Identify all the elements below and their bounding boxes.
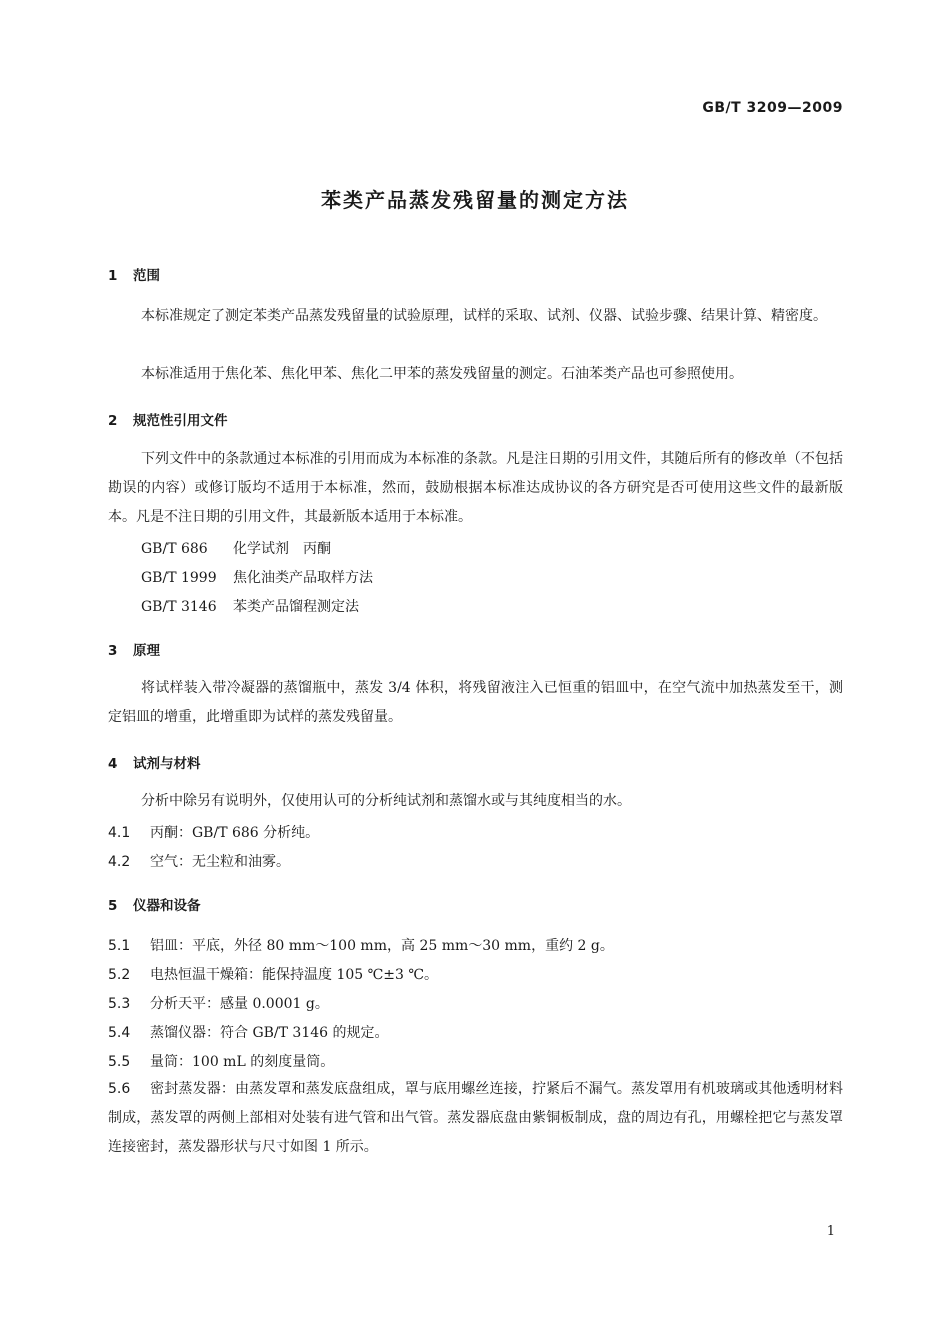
clause-item [108,851,290,871]
section-number: 3 [108,643,118,659]
reference-name: 焦化油类产品取样方法 [233,570,373,586]
reference-name: 化学试剂 丙酮 [233,541,331,557]
clause-text: 铝皿：平底，外径 80 mm～100 mm，高 25 mm～30 mm，重约 2 g。 [150,938,614,954]
clause-number: 5.2 [108,967,131,983]
section-1-paragraph-1: 本标准规定了测定苯类产品蒸发残留量的试验原理，试样的采取、试剂、仪器、试验步骤、结果计算、精密度。 [141,308,827,324]
clause-item [108,964,438,984]
page-number: 1 [826,1224,835,1239]
clause-item [108,993,329,1013]
section-number: 2 [108,413,118,429]
section-number: 5 [108,898,118,914]
reference-name: 苯类产品馏程测定法 [233,599,359,615]
reference-item [141,596,359,616]
section-title: 原理 [133,643,160,659]
clause-number: 5.3 [108,996,131,1012]
clause-number: 4.2 [108,854,131,870]
clause-text: 量筒：100 mL 的刻度量筒。 [150,1054,335,1070]
section-4-heading [108,752,201,772]
clause-text: 分析天平：感量 0.0001 g。 [150,996,329,1012]
clause-number: 4.1 [108,825,131,841]
document-title: 苯类产品蒸发残留量的测定方法 [321,188,629,212]
section-2-heading [108,409,228,429]
section-1-paragraph-2: 本标准适用于焦化苯、焦化甲苯、焦化二甲苯的蒸发残留量的测定。石油苯类产品也可参照使用。 [141,366,743,382]
section-1-heading [108,264,160,284]
section-title: 规范性引用文件 [133,413,228,429]
clause-number: 5.4 [108,1025,131,1041]
clause-text: 丙酮：GB/T 686 分析纯。 [150,825,320,841]
clause-text: 电热恒温干燥箱：能保持温度 105 ℃±3 ℃。 [150,967,439,983]
section-3-paragraph-1: 将试样装入带冷凝器的蒸馏瓶中，蒸发 3/4 体积，将残留液注入已恒重的铝皿中，在空气流中加热蒸发至干，测定铝皿的增重，此增重即为试样的蒸发残留量。 [108,680,843,725]
reference-item [141,538,331,558]
section-5-heading [108,894,201,914]
reference-code: GB/T 1999 [141,570,217,586]
section-title: 试剂与材料 [133,756,201,772]
clause-text: 蒸馏仪器：符合 GB/T 3146 的规定。 [150,1025,389,1041]
section-4-paragraph-1: 分析中除另有说明外，仅使用认可的分析纯试剂和蒸馏水或与其纯度相当的水。 [141,793,631,809]
clause-number: 5.1 [108,938,131,954]
clause-number: 5.5 [108,1054,131,1070]
clause-item [108,935,614,955]
clause-item [108,1022,389,1042]
reference-code: GB/T 3146 [141,599,217,615]
clause-item [108,1075,843,1162]
clause-text: 空气：无尘粒和油雾。 [150,854,290,870]
section-2-paragraph-1: 下列文件中的条款通过本标准的引用而成为本标准的条款。凡是注日期的引用文件，其随后所有的修改单（不包括勘误的内容）或修订版均不适用于本标准，然而，鼓励根据本标准达成协议的各方研究是否可使用这些文件的最新版本。凡是不注日期的引用文件，其最新版本适用于本标准。 [108,451,843,525]
section-number: 4 [108,756,118,772]
clause-item [108,1051,334,1071]
clause-number: 5.6 [108,1081,131,1097]
reference-item [141,567,373,587]
section-title: 仪器和设备 [133,898,201,914]
standard-code: GB/T 3209—2009 [702,100,843,116]
clause-text: 密封蒸发器：由蒸发罩和蒸发底盘组成，罩与底用螺丝连接，拧紧后不漏气。蒸发罩用有机玻璃或其他透明材料制成，蒸发罩的两侧上部相对处装有进气管和出气管。蒸发器底盘由紫铜板制成，盘的周边有孔，用螺栓把它与蒸发罩连接密封，蒸发器形状与尺寸如图 1 所示。 [108,1081,843,1155]
section-3-heading [108,639,160,659]
clause-item [108,822,319,842]
section-number: 1 [108,268,118,284]
section-title: 范围 [133,268,160,284]
reference-code: GB/T 686 [141,541,208,557]
